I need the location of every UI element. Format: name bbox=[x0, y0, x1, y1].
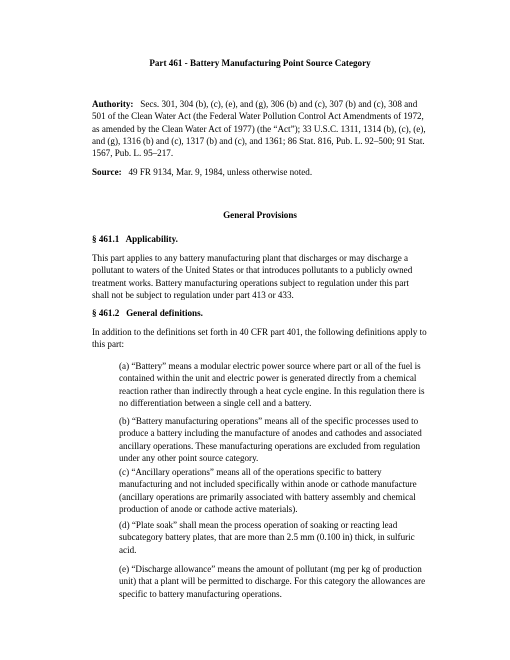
section-461-2-intro: In addition to the definitions set forth in 40 CFR part 401, the following definitions apply to this part: bbox=[92, 327, 427, 350]
authority-text: Secs. 301, 304 (b), (c), (e), and (g), 306 (b) and (c), 307 (b) and (c), 308 and 501 of the Clean Water Act (the Federal Water Pollution Control Act Amendments of 1972, as amended by the Clean Water Act of 1977) (the “Act”); 33 U.S.C. 1311, 1314 (b), (c), (e), and (g), 1316 (b) and (c), 1317 (b) and (c), and 1361; 86 Stat. 816, Pub. L. 92–500; 91 Stat. 1567, Pub. L. 95–217. bbox=[92, 99, 426, 159]
definition-battery-manufacturing-operations: (b) “Battery manufacturing operations” means all of the specific processes used to produce a battery including the manufacture of anodes and cathodes and associated ancillary operations. These manufacturing operations are excluded from regulation under any other point source category. bbox=[119, 416, 422, 463]
section-461-1-heading: § 461.1 Applicability. bbox=[92, 234, 178, 244]
authority-paragraph bbox=[92, 98, 428, 159]
general-provisions-heading: General Provisions bbox=[223, 210, 297, 220]
authority-label: Authority: bbox=[92, 99, 134, 109]
definition-plate-soak: (d) “Plate soak” shall mean the process operation of soaking or reacting lead subcategory battery plates, that are more than 2.5 mm (0.100 in) thick, in sulfuric acid. bbox=[119, 520, 415, 555]
definition-discharge-allowance: (e) “Discharge allowance” means the amount of pollutant (mg per kg of production unit) that a plant will be permitted to discharge. For this category the allowances are specific to battery manufacturing operations. bbox=[119, 564, 426, 599]
section-461-1-text: This part applies to any battery manufacturing plant that discharges or may discharge a pollutant to waters of the United States or that introduces pollutants to a publicly owned treatment works. Battery manufacturing operations subject to regulation under this part shall not be subject to regulation under part 413 or 433. bbox=[92, 253, 413, 300]
document-title: Part 461 - Battery Manufacturing Point Source Category bbox=[149, 58, 371, 68]
definition-battery: (a) “Battery” means a modular electric power source where part or all of the fuel is contained within the unit and electric power is generated directly from a chemical reaction rather than indirectly through a heat cycle engine. In this regulation there is no differentiation between a single cell and a battery. bbox=[119, 361, 425, 408]
source-text: 49 FR 9134, Mar. 9, 1984, unless otherwise noted. bbox=[128, 167, 313, 177]
section-461-2-heading: § 461.2 General definitions. bbox=[92, 308, 203, 318]
source-label: Source: bbox=[92, 167, 122, 177]
source-paragraph bbox=[92, 166, 428, 178]
definition-ancillary-operations: (c) “Ancillary operations” means all of the operations specific to battery manufacturing and not included specifically within anode or cathode manufacture (ancillary operations are primarily associated with battery assembly and chemical production of anode or cathode active materials). bbox=[119, 467, 417, 514]
